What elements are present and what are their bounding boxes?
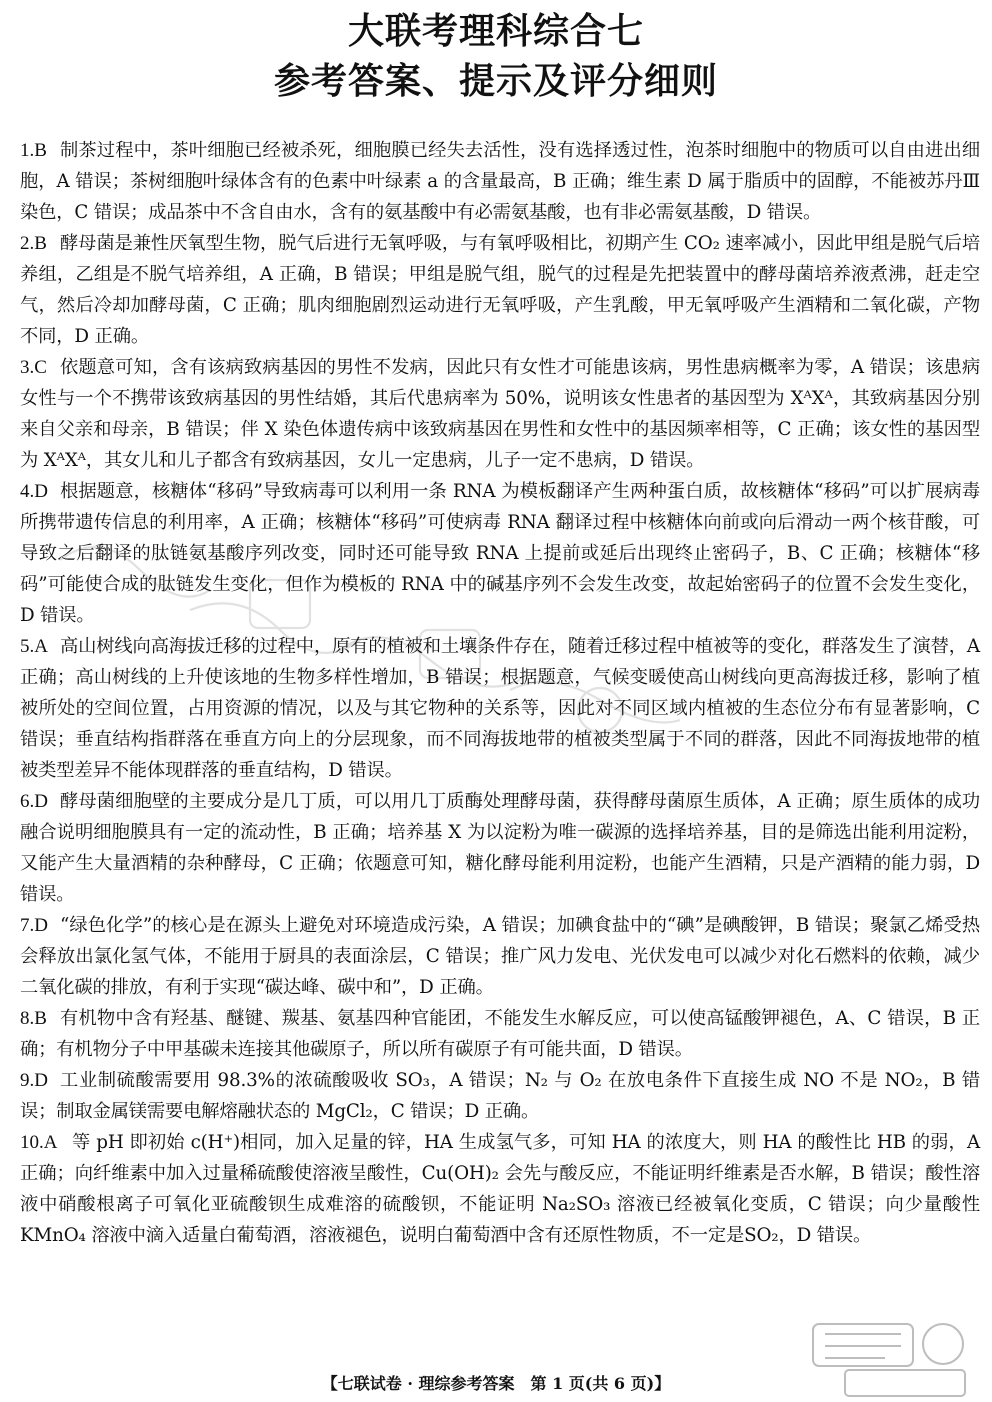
answer-item-6 — [20, 786, 980, 910]
item-explanation: 等 pH 即初始 c(H⁺)相同，加入足量的锌，HA 生成氢气多，可知 HA 的浓度大，则 HA 的酸性比 HB 的弱，A 正确；向纤维素中加入过量稀硫酸使溶液呈酸性，Cu(OH)₂ 会先与酸反应，不能证明纤维素是否水解，B 错误；酸性溶液中硝酸根离子可氧化亚硫酸钡生成难溶的硫酸钡，不能证明 Na₂SO₃ 溶液已经被氧化变质，C 错误；向少量酸性 KMnO₄ 溶液中滴入适量白葡萄酒，溶液褪色，说明白葡萄酒中含有还原性物质，不一定是SO₂，D 错误。 — [20, 1132, 980, 1246]
item-explanation: “绿色化学”的核心是在源头上避免对环境造成污染，A 错误；加碘食盐中的“碘”是碘酸钾，B 错误；聚氯乙烯受热会释放出氯化氢气体，不能用于厨具的表面涂层，C 错误；推广风力发电、光伏发电可以减少对化石燃料的依赖，减少二氧化碳的排放，有利于实现“碳达峰、碳中和”，D 正确。 — [20, 915, 980, 998]
item-explanation: 有机物中含有羟基、醚键、羰基、氨基四种官能团，不能发生水解反应，可以使高锰酸钾褪色，A、C 错误，B 正确；有机物分子中甲基碳未连接其他碳原子，所以所有碳原子有可能共面，D 错误。 — [20, 1008, 980, 1060]
answer-item-7 — [20, 910, 980, 1003]
answer-item-1 — [20, 135, 980, 228]
answer-item-10 — [20, 1127, 980, 1251]
item-number: 7.D — [20, 915, 48, 936]
page-title: 大联考理科综合七 — [347, 10, 644, 52]
item-number: 8.B — [20, 1008, 47, 1029]
title-block — [0, 6, 992, 106]
item-number: 4.D — [20, 481, 48, 502]
item-number: 5.A — [20, 636, 48, 657]
item-number: 1.B — [20, 140, 47, 161]
item-number: 10.A — [20, 1132, 58, 1153]
item-explanation: 高山树线向高海拔迁移的过程中，原有的植被和土壤条件存在，随着迁移过程中植被等的变化，群落发生了演替，A 正确；高山树线的上升使该地的生物多样性增加，B 错误；根据题意，气候变暖使高山树线向更高海拔迁移，影响了植被所处的空间位置，占用资源的情况，以及与其它物种的关系等，因此对不同区域内植被的生态位分布有显著影响，C 错误；垂直结构指群落在垂直方向上的分层现象，而不同海拔地带的植被类型属于不同的群落，因此不同海拔地带的植被类型差异不能体现群落的垂直结构，D 错误。 — [20, 636, 980, 781]
answer-item-8 — [20, 1003, 980, 1065]
answer-item-3 — [20, 352, 980, 476]
answer-item-2 — [20, 228, 980, 352]
answer-list — [20, 135, 980, 1251]
item-explanation: 制茶过程中，茶叶细胞已经被杀死，细胞膜已经失去活性，没有选择透过性，泡茶时细胞中的物质可以自由进出细胞，A 错误；茶树细胞叶绿体含有的色素中叶绿素 a 的含量最高，B 正确；维生素 D 属于脂质中的固醇，不能被苏丹Ⅲ染色，C 错误；成品茶中不含自由水，含有的氨基酸中有必需氨基酸，也有非必需氨基酸，D 错误。 — [20, 140, 980, 223]
answer-item-4 — [20, 476, 980, 631]
item-explanation: 酵母菌是兼性厌氧型生物，脱气后进行无氧呼吸，与有氧呼吸相比，初期产生 CO₂ 速率减小，因此甲组是脱气后培养组，乙组是不脱气培养组，A 正确，B 错误；甲组是脱气组，脱气的过程是先把装置中的酵母菌培养液煮沸，赶走空气，然后冷却加酵母菌，C 正确；肌肉细胞剧烈运动进行无氧呼吸，产生乳酸，甲无氧呼吸产生酒精和二氧化碳，产物不同，D 正确。 — [20, 233, 980, 347]
page-subtitle: 参考答案、提示及评分细则 — [273, 60, 718, 102]
item-number: 2.B — [20, 233, 47, 254]
item-explanation: 依题意可知，含有该病致病基因的男性不发病，因此只有女性才可能患该病，男性患病概率为零，A 错误；该患病女性与一个不携带该致病基因的男性结婚，其后代患病率为 50%，说明该女性患者的基因型为 XᴬXᴬ，其致病基因分别来自父亲和母亲，B 错误；伴 X 染色体遗传病中该致病基因在男性和女性中的基因频率相等，C 正确；该女性的基因型为 XᴬXᴬ，其女儿和儿子都含有致病基因，女儿一定患病，儿子一定不患病，D 错误。 — [20, 357, 980, 471]
item-explanation: 根据题意，核糖体“移码”导致病毒可以利用一条 RNA 为模板翻译产生两种蛋白质，故核糖体“移码”可以扩展病毒所携带遗传信息的利用率，A 正确；核糖体“移码”可使病毒 RNA 翻译过程中核糖体向前或向后滑动一两个核苷酸，可导致之后翻译的肽链氨基酸序列改变，同时还可能导致 RNA 上提前或延后出现终止密码子，B、C 正确；核糖体“移码”可能使合成的肽链发生变化，但作为模板的 RNA 中的碱基序列不会发生改变，故起始密码子的位置不会发生变化，D 错误。 — [20, 481, 980, 626]
item-number: 6.D — [20, 791, 48, 812]
answer-item-5 — [20, 631, 980, 786]
item-explanation: 酵母菌细胞壁的主要成分是几丁质，可以用几丁质酶处理酵母菌，获得酵母菌原生质体，A 正确；原生质体的成功融合说明细胞膜具有一定的流动性，B 正确；培养基 X 为以淀粉为唯一碳源的选择培养基，目的是筛选出能利用淀粉，又能产生大量酒精的杂种酵母，C 正确；依题意可知，糖化酵母能利用淀粉，也能产生酒精，只是产酒精的能力弱，D 错误。 — [20, 791, 980, 905]
item-number: 9.D — [20, 1070, 48, 1091]
page-footer: 【七联试卷 · 理综参考答案 第 1 页(共 6 页)】 — [321, 1374, 671, 1393]
item-number: 3.C — [20, 357, 47, 378]
item-explanation: 工业制硫酸需要用 98.3%的浓硫酸吸收 SO₃，A 错误；N₂ 与 O₂ 在放电条件下直接生成 NO 不是 NO₂，B 错误；制取金属镁需要电解熔融状态的 MgCl₂，C 错误；D 正确。 — [20, 1070, 980, 1122]
answer-item-9 — [20, 1065, 980, 1127]
